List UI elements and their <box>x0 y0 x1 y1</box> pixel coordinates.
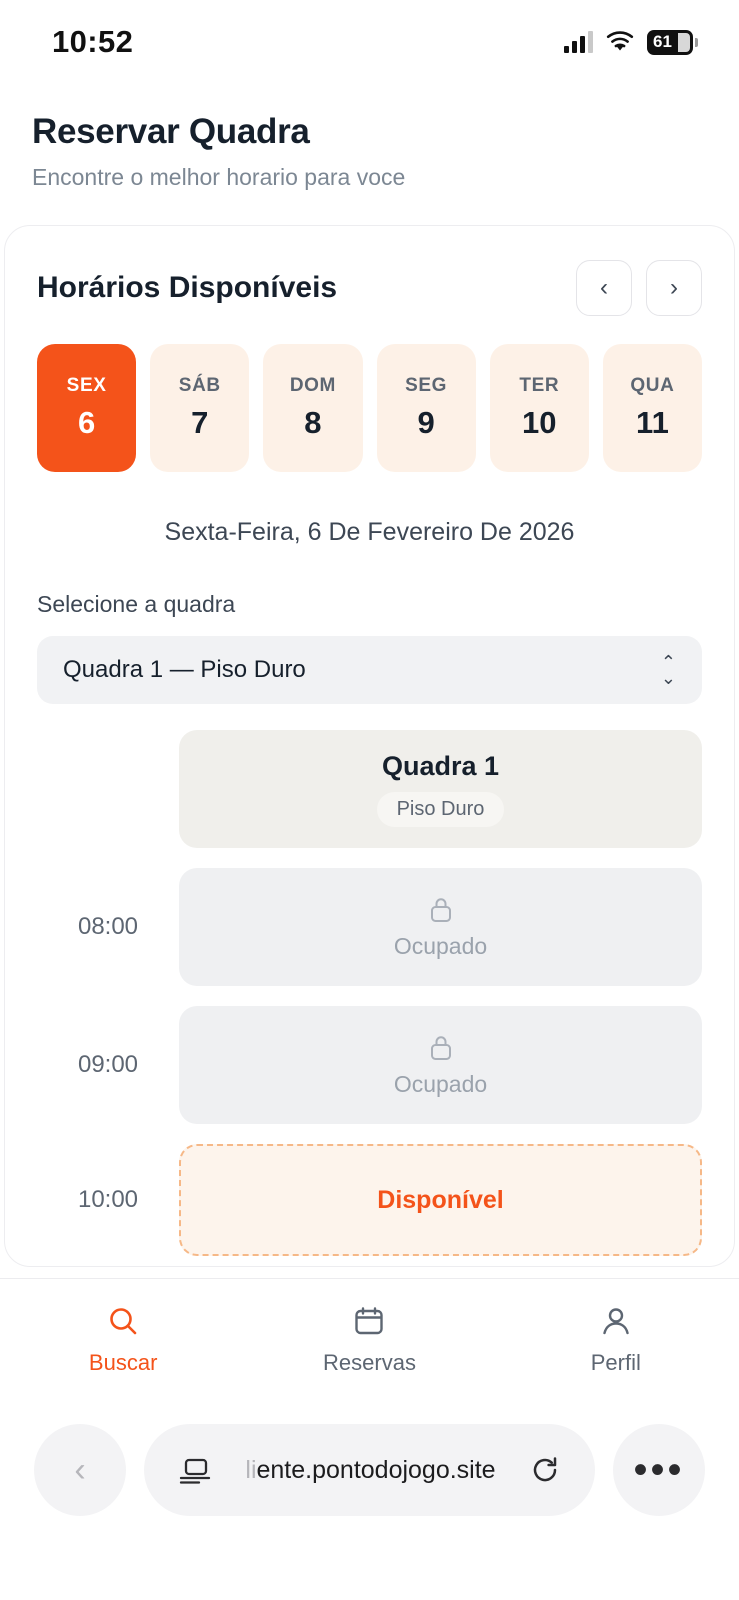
battery-fill <box>678 33 690 52</box>
wifi-icon <box>606 31 634 53</box>
slot-available[interactable] <box>179 1144 702 1256</box>
next-week-button[interactable]: › <box>646 260 702 316</box>
slot-status-label: Ocupado <box>393 1070 488 1097</box>
tab-label: Perfil <box>590 1349 641 1375</box>
day-chip-dow: QUA <box>630 375 675 396</box>
battery-icon <box>647 30 693 55</box>
day-chip-0[interactable] <box>37 344 136 472</box>
page-settings-icon[interactable] <box>178 1455 212 1485</box>
tab-reservas[interactable] <box>246 1304 492 1376</box>
lock-icon <box>428 895 454 925</box>
battery-level: 61 <box>653 32 672 51</box>
tab-buscar[interactable] <box>0 1304 246 1376</box>
tab-perfil[interactable] <box>493 1304 739 1376</box>
availability-card <box>4 225 735 1267</box>
browser-more-button[interactable]: ••• <box>613 1424 705 1516</box>
slot-time: 10:00 <box>77 1186 139 1213</box>
day-chip-num: 9 <box>417 405 435 440</box>
day-chip-5[interactable] <box>603 344 702 472</box>
day-chip-dow: TER <box>519 375 560 396</box>
week-nav <box>576 260 702 316</box>
day-chip-num: 6 <box>77 405 96 440</box>
day-chip-1[interactable] <box>150 344 249 472</box>
slot-occupied <box>179 868 702 986</box>
chevron-updown-icon: ⌃ ⌄ <box>660 651 676 688</box>
page-subtitle: Encontre o melhor horario para voce <box>32 164 406 190</box>
table-row <box>37 1006 702 1124</box>
court-surface-badge: Piso Duro <box>377 792 505 827</box>
page-header <box>0 84 739 225</box>
tab-label: Reservas <box>323 1349 416 1375</box>
day-chip-dow: SÁB <box>178 375 221 396</box>
day-chip-num: 11 <box>636 405 669 440</box>
day-chip-num: 7 <box>191 405 209 440</box>
day-chip-4[interactable] <box>490 344 589 472</box>
url-text <box>212 1456 529 1485</box>
court-select-value: Quadra 1 — Piso Duro <box>63 656 306 683</box>
person-icon <box>599 1304 633 1338</box>
url-prefix: li <box>245 1455 257 1484</box>
schedule-grid <box>37 730 702 1256</box>
day-selector <box>37 344 702 472</box>
page-title: Reservar Quadra <box>32 112 310 151</box>
slot-status-label: Ocupado <box>393 932 488 959</box>
url-bar[interactable] <box>144 1424 595 1516</box>
day-chip-num: 10 <box>522 405 557 440</box>
prev-week-button[interactable]: ‹ <box>576 260 632 316</box>
browser-back-button[interactable]: ‹ <box>34 1424 126 1516</box>
court-field-label: Selecione a quadra <box>37 591 236 617</box>
court-select[interactable] <box>37 636 702 704</box>
bottom-tab-bar <box>0 1278 739 1400</box>
table-row <box>37 868 702 986</box>
court-name: Quadra 1 <box>381 751 500 781</box>
slot-time: 09:00 <box>77 1051 139 1078</box>
status-indicators <box>564 30 693 55</box>
schedule-header-row <box>37 730 702 848</box>
status-bar <box>0 0 739 84</box>
day-chip-3[interactable] <box>377 344 476 472</box>
slot-occupied <box>179 1006 702 1124</box>
lock-icon <box>428 1033 454 1063</box>
table-row <box>37 1144 702 1256</box>
browser-toolbar <box>0 1400 739 1540</box>
day-chip-dow: SEX <box>66 375 107 396</box>
reload-icon[interactable] <box>529 1454 561 1486</box>
status-time: 10:52 <box>52 24 134 59</box>
card-header <box>37 260 702 316</box>
day-chip-dow: DOM <box>289 375 336 396</box>
tab-label: Buscar <box>88 1349 158 1375</box>
cellular-signal-icon <box>564 31 593 53</box>
search-icon <box>106 1304 140 1338</box>
slot-status-label: Disponível <box>377 1185 504 1214</box>
day-chip-num: 8 <box>304 405 322 440</box>
selected-date-text: Sexta-Feira, 6 De Fevereiro De 2026 <box>164 518 575 546</box>
calendar-icon <box>352 1304 386 1338</box>
day-chip-2[interactable] <box>263 344 362 472</box>
url-host: ente.pontodojogo.site <box>256 1455 496 1484</box>
court-column-header <box>179 730 702 848</box>
card-title: Horários Disponíveis <box>37 271 338 304</box>
slot-time: 08:00 <box>77 913 139 940</box>
day-chip-dow: SEG <box>405 375 448 396</box>
